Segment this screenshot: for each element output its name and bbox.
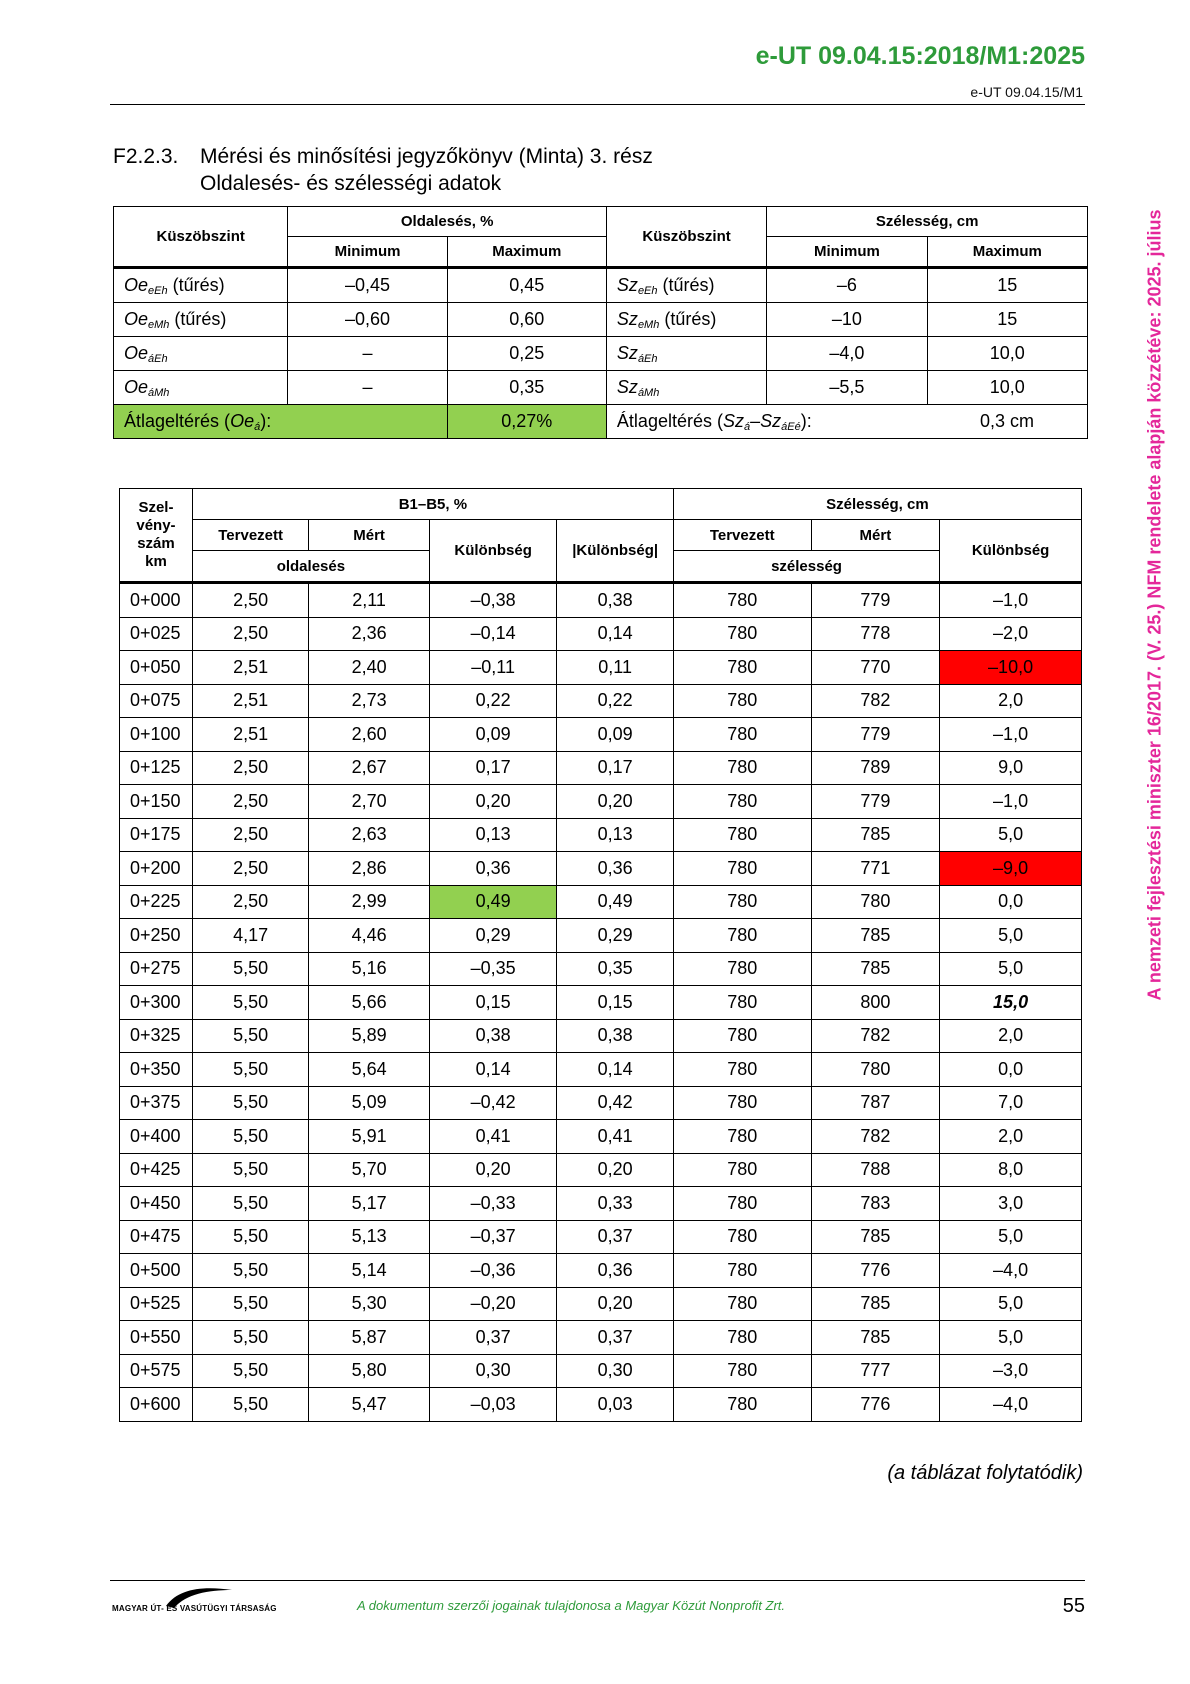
publisher-logo [112, 1584, 277, 1624]
width-min: –6 [767, 268, 927, 303]
planned-slope-cell: 5,50 [192, 1287, 308, 1321]
measured-width-cell: 779 [811, 718, 940, 752]
abs-difference-cell: 0,13 [557, 818, 673, 852]
width-min: –4,0 [767, 337, 927, 371]
width-difference-cell: 5,0 [940, 1321, 1082, 1355]
section-title-line1: Mérési és minősítési jegyzőkönyv (Minta) 3. rész [200, 145, 653, 168]
measured-slope-cell: 2,40 [309, 651, 430, 685]
abs-difference-cell: 0,42 [557, 1086, 673, 1120]
width-difference-cell: 5,0 [940, 952, 1082, 986]
planned-width-cell: 780 [673, 986, 811, 1020]
measured-slope-header: Mért [309, 520, 430, 551]
abs-difference-cell: 0,36 [557, 852, 673, 886]
slope-difference-cell: 0,15 [429, 986, 557, 1020]
station-cell: 0+400 [120, 1120, 193, 1154]
abs-difference-cell: 0,20 [557, 785, 673, 819]
slope-difference-cell: –0,42 [429, 1086, 557, 1120]
planned-width-cell: 780 [673, 1053, 811, 1087]
measured-slope-cell: 2,73 [309, 684, 430, 718]
cross-slope-min: –0,45 [288, 268, 447, 303]
measurement-row [120, 1019, 1082, 1053]
measured-width-cell: 779 [811, 583, 940, 618]
cross-slope-min: – [288, 371, 447, 405]
station-cell: 0+575 [120, 1354, 193, 1388]
width-difference-cell: 0,0 [940, 885, 1082, 919]
planned-slope-cell: 2,50 [192, 583, 308, 618]
cross-slope-subheader: oldalesés [192, 551, 429, 583]
station-cell: 0+100 [120, 718, 193, 752]
planned-width-cell: 780 [673, 583, 811, 618]
width-difference-cell: –3,0 [940, 1354, 1082, 1388]
width-difference-cell: 5,0 [940, 919, 1082, 953]
station-cell: 0+375 [120, 1086, 193, 1120]
threshold-header-right: Küszöbszint [606, 207, 766, 268]
cross-slope-max: 0,45 [447, 268, 606, 303]
cross-slope-min: – [288, 337, 447, 371]
measured-width-cell: 787 [811, 1086, 940, 1120]
page-number: 55 [1062, 1595, 1085, 1617]
footer-divider [110, 1580, 1085, 1581]
slope-difference-cell: 0,30 [429, 1354, 557, 1388]
station-cell: 0+200 [120, 852, 193, 886]
planned-slope-cell: 2,51 [192, 684, 308, 718]
width-difference-cell: –9,0 [940, 852, 1082, 886]
measured-slope-cell: 5,17 [309, 1187, 430, 1221]
width-threshold-label: $Sz_{eMh}$ (tűrés) [606, 303, 766, 337]
threshold-row [114, 371, 1088, 405]
cross-slope-header: Oldalesés, % [288, 207, 607, 237]
abs-difference-cell: 0,49 [557, 885, 673, 919]
planned-slope-cell: 5,50 [192, 1220, 308, 1254]
width-difference-header: Különbség [940, 520, 1082, 583]
measurement-row [120, 1120, 1082, 1154]
planned-width-cell: 780 [673, 852, 811, 886]
measured-width-cell: 783 [811, 1187, 940, 1221]
measured-slope-cell: 5,64 [309, 1053, 430, 1087]
station-cell: 0+500 [120, 1254, 193, 1288]
abs-difference-cell: 0,11 [557, 651, 673, 685]
abs-difference-cell: 0,33 [557, 1187, 673, 1221]
width-difference-cell: 2,0 [940, 1120, 1082, 1154]
width-difference-cell: –4,0 [940, 1388, 1082, 1422]
cross-slope-threshold-label: $Oe_{eMh}$ (tűrés) [114, 303, 288, 337]
planned-width-header: Tervezett [673, 520, 811, 551]
planned-width-cell: 780 [673, 1388, 811, 1422]
abs-difference-cell: 0,37 [557, 1220, 673, 1254]
measured-slope-cell: 2,99 [309, 885, 430, 919]
measurement-row [120, 1287, 1082, 1321]
planned-slope-cell: 5,50 [192, 1254, 308, 1288]
station-cell: 0+175 [120, 818, 193, 852]
width-difference-cell: –2,0 [940, 617, 1082, 651]
cross-slope-threshold-label: $Oe_{áEh}$ [114, 337, 288, 371]
cross-slope-threshold-label: $Oe_{eEh}$ (tűrés) [114, 268, 288, 303]
planned-slope-cell: 5,50 [192, 1388, 308, 1422]
planned-width-cell: 780 [673, 785, 811, 819]
logo-text: MAGYAR ÚT- ÉS VASÚTÜGYI TÁRSASÁG [112, 1604, 277, 1613]
measurement-row [120, 1053, 1082, 1087]
station-cell: 0+225 [120, 885, 193, 919]
planned-width-cell: 780 [673, 751, 811, 785]
avg-deviation-width-value: 0,3 cm [927, 405, 1087, 439]
cross-slope-threshold-label: $Oe_{áMh}$ [114, 371, 288, 405]
section-number: F2.2.3. [113, 145, 179, 168]
width-difference-cell: –1,0 [940, 718, 1082, 752]
measured-slope-cell: 5,47 [309, 1388, 430, 1422]
document-code: e-UT 09.04.15:2018/M1:2025 [755, 42, 1085, 70]
slope-difference-cell: –0,36 [429, 1254, 557, 1288]
measured-width-cell: 785 [811, 1220, 940, 1254]
measurement-row [120, 785, 1082, 819]
station-cell: 0+450 [120, 1187, 193, 1221]
measured-slope-cell: 5,70 [309, 1153, 430, 1187]
width-difference-cell: 0,0 [940, 1053, 1082, 1087]
abs-difference-cell: 0,03 [557, 1388, 673, 1422]
planned-width-cell: 780 [673, 684, 811, 718]
measured-width-cell: 770 [811, 651, 940, 685]
measurement-row [120, 986, 1082, 1020]
section-title [113, 143, 653, 197]
width-threshold-label: $Sz_{eEh}$ (tűrés) [606, 268, 766, 303]
slope-difference-cell: –0,37 [429, 1220, 557, 1254]
measured-width-cell: 785 [811, 818, 940, 852]
measured-slope-cell: 5,80 [309, 1354, 430, 1388]
abs-difference-cell: 0,20 [557, 1153, 673, 1187]
side-publication-note: A nemzeti fejlesztési miniszter 16/2017. (V. 25.) NFM rendelete alapján közzétéve: 2025. július [1144, 209, 1165, 1000]
measured-slope-cell: 2,36 [309, 617, 430, 651]
station-cell: 0+425 [120, 1153, 193, 1187]
width-max: 15 [927, 303, 1087, 337]
planned-slope-cell: 2,50 [192, 818, 308, 852]
planned-width-cell: 780 [673, 952, 811, 986]
width-difference-cell: 5,0 [940, 818, 1082, 852]
slope-difference-cell: –0,20 [429, 1287, 557, 1321]
planned-slope-cell: 5,50 [192, 952, 308, 986]
slope-difference-cell: 0,41 [429, 1120, 557, 1154]
planned-slope-cell: 2,50 [192, 852, 308, 886]
measured-slope-cell: 2,67 [309, 751, 430, 785]
abs-difference-cell: 0,41 [557, 1120, 673, 1154]
width-difference-cell: –1,0 [940, 785, 1082, 819]
planned-width-cell: 780 [673, 718, 811, 752]
planned-width-cell: 780 [673, 1086, 811, 1120]
planned-slope-cell: 2,51 [192, 718, 308, 752]
measured-slope-cell: 5,30 [309, 1287, 430, 1321]
slope-difference-cell: –0,38 [429, 583, 557, 618]
measured-slope-cell: 5,09 [309, 1086, 430, 1120]
width-difference-cell: –10,0 [940, 651, 1082, 685]
station-header: Szel- vény- szám km [120, 489, 193, 583]
station-cell: 0+550 [120, 1321, 193, 1355]
measured-slope-cell: 5,13 [309, 1220, 430, 1254]
measured-slope-cell: 2,70 [309, 785, 430, 819]
measurement-row [120, 1354, 1082, 1388]
avg-deviation-cross-slope-label: Átlageltérés $(Oe_á)$: [114, 405, 448, 439]
measurement-row [120, 684, 1082, 718]
width-min: –10 [767, 303, 927, 337]
width-threshold-label: $Sz_{áMh}$ [606, 371, 766, 405]
measurement-row [120, 818, 1082, 852]
cross-slope-min: –0,60 [288, 303, 447, 337]
slope-difference-cell: 0,09 [429, 718, 557, 752]
width-difference-cell: 5,0 [940, 1220, 1082, 1254]
measured-width-cell: 782 [811, 1120, 940, 1154]
station-cell: 0+025 [120, 617, 193, 651]
measured-width-cell: 785 [811, 952, 940, 986]
measured-width-cell: 789 [811, 751, 940, 785]
abs-difference-cell: 0,17 [557, 751, 673, 785]
station-cell: 0+075 [120, 684, 193, 718]
planned-slope-cell: 5,50 [192, 1153, 308, 1187]
measurement-row [120, 617, 1082, 651]
abs-difference-header: |Különbség| [557, 520, 673, 583]
planned-width-cell: 780 [673, 1354, 811, 1388]
slope-difference-cell: 0,37 [429, 1321, 557, 1355]
station-cell: 0+125 [120, 751, 193, 785]
measured-width-header: Mért [811, 520, 940, 551]
width-max: 10,0 [927, 371, 1087, 405]
width-difference-cell: 7,0 [940, 1086, 1082, 1120]
planned-slope-cell: 2,50 [192, 751, 308, 785]
planned-slope-cell: 5,50 [192, 1053, 308, 1087]
abs-difference-cell: 0,30 [557, 1354, 673, 1388]
b1-b5-header: B1–B5, % [192, 489, 673, 520]
abs-difference-cell: 0,15 [557, 986, 673, 1020]
abs-difference-cell: 0,14 [557, 1053, 673, 1087]
min-header: Minimum [767, 237, 927, 268]
cross-slope-max: 0,60 [447, 303, 606, 337]
measured-width-cell: 780 [811, 885, 940, 919]
document-sub-code: e-UT 09.04.15/M1 [970, 84, 1083, 100]
station-cell: 0+600 [120, 1388, 193, 1422]
slope-difference-cell: 0,17 [429, 751, 557, 785]
planned-slope-cell: 2,51 [192, 651, 308, 685]
measurement-row [120, 1153, 1082, 1187]
cross-slope-max: 0,25 [447, 337, 606, 371]
width-difference-cell: 8,0 [940, 1153, 1082, 1187]
measured-width-cell: 771 [811, 852, 940, 886]
measurement-row [120, 651, 1082, 685]
width-subheader: szélesség [673, 551, 939, 583]
planned-slope-cell: 2,50 [192, 617, 308, 651]
station-cell: 0+475 [120, 1220, 193, 1254]
measurement-row [120, 583, 1082, 618]
measured-slope-cell: 5,87 [309, 1321, 430, 1355]
planned-width-cell: 780 [673, 617, 811, 651]
measurement-table [119, 488, 1082, 1422]
measured-width-cell: 777 [811, 1354, 940, 1388]
measured-width-cell: 788 [811, 1153, 940, 1187]
station-cell: 0+050 [120, 651, 193, 685]
measurement-row [120, 885, 1082, 919]
measured-width-cell: 778 [811, 617, 940, 651]
measurement-row [120, 852, 1082, 886]
min-header: Minimum [288, 237, 447, 268]
planned-width-cell: 780 [673, 1220, 811, 1254]
planned-width-cell: 780 [673, 1287, 811, 1321]
station-cell: 0+250 [120, 919, 193, 953]
width-difference-cell: 2,0 [940, 684, 1082, 718]
measured-width-cell: 776 [811, 1388, 940, 1422]
planned-width-cell: 780 [673, 1321, 811, 1355]
measurement-row [120, 1254, 1082, 1288]
measured-width-cell: 780 [811, 1053, 940, 1087]
measured-slope-cell: 5,66 [309, 986, 430, 1020]
section-title-line2: Oldalesés- és szélességi adatok [200, 172, 502, 195]
abs-difference-cell: 0,36 [557, 1254, 673, 1288]
width-difference-cell: 3,0 [940, 1187, 1082, 1221]
width-difference-cell: 5,0 [940, 1287, 1082, 1321]
planned-slope-cell: 5,50 [192, 1354, 308, 1388]
measurement-row [120, 1388, 1082, 1422]
measured-slope-cell: 5,14 [309, 1254, 430, 1288]
measured-width-cell: 779 [811, 785, 940, 819]
planned-slope-cell: 5,50 [192, 1086, 308, 1120]
slope-difference-cell: –0,14 [429, 617, 557, 651]
width-header: Szélesség, cm [767, 207, 1088, 237]
measured-slope-cell: 2,86 [309, 852, 430, 886]
measurement-row [120, 1220, 1082, 1254]
width-threshold-label: $Sz_{áEh}$ [606, 337, 766, 371]
threshold-header-left: Küszöbszint [114, 207, 288, 268]
measured-slope-cell: 4,46 [309, 919, 430, 953]
measurement-row [120, 952, 1082, 986]
slope-difference-cell: 0,14 [429, 1053, 557, 1087]
table-continues-note: (a táblázat folytatódik) [887, 1462, 1083, 1484]
slope-difference-cell: 0,36 [429, 852, 557, 886]
measured-width-cell: 776 [811, 1254, 940, 1288]
abs-difference-cell: 0,35 [557, 952, 673, 986]
measured-slope-cell: 2,11 [309, 583, 430, 618]
planned-slope-cell: 2,50 [192, 885, 308, 919]
width-difference-cell: –1,0 [940, 583, 1082, 618]
slope-difference-cell: –0,35 [429, 952, 557, 986]
planned-width-cell: 780 [673, 1120, 811, 1154]
measurement-row [120, 1086, 1082, 1120]
max-header: Maximum [447, 237, 606, 268]
slope-difference-cell: 0,22 [429, 684, 557, 718]
measurement-row [120, 1187, 1082, 1221]
avg-deviation-cross-slope-value: 0,27% [447, 405, 606, 439]
cross-slope-max: 0,35 [447, 371, 606, 405]
planned-width-cell: 780 [673, 651, 811, 685]
slope-difference-cell: 0,38 [429, 1019, 557, 1053]
planned-width-cell: 780 [673, 885, 811, 919]
avg-deviation-width-label: Átlageltérés $(Sz_á-Sz_{áEé})$: [606, 405, 927, 439]
station-cell: 0+350 [120, 1053, 193, 1087]
planned-width-cell: 780 [673, 1187, 811, 1221]
abs-difference-cell: 0,22 [557, 684, 673, 718]
planned-slope-cell: 5,50 [192, 1019, 308, 1053]
measured-width-cell: 782 [811, 684, 940, 718]
measured-width-cell: 800 [811, 986, 940, 1020]
measurement-row [120, 1321, 1082, 1355]
station-cell: 0+325 [120, 1019, 193, 1053]
planned-width-cell: 780 [673, 1153, 811, 1187]
station-cell: 0+000 [120, 583, 193, 618]
width-max: 10,0 [927, 337, 1087, 371]
slope-difference-cell: 0,20 [429, 1153, 557, 1187]
planned-width-cell: 780 [673, 1019, 811, 1053]
slope-difference-cell: –0,11 [429, 651, 557, 685]
abs-difference-cell: 0,29 [557, 919, 673, 953]
abs-difference-cell: 0,14 [557, 617, 673, 651]
measured-slope-cell: 2,63 [309, 818, 430, 852]
threshold-row [114, 337, 1088, 371]
measurement-row [120, 718, 1082, 752]
header-divider [110, 104, 1085, 105]
width-difference-cell: 9,0 [940, 751, 1082, 785]
planned-slope-cell: 4,17 [192, 919, 308, 953]
width-difference-cell: –4,0 [940, 1254, 1082, 1288]
slope-difference-cell: 0,49 [429, 885, 557, 919]
slope-difference-cell: –0,33 [429, 1187, 557, 1221]
measured-width-cell: 782 [811, 1019, 940, 1053]
slope-difference-header: Különbség [429, 520, 557, 583]
abs-difference-cell: 0,37 [557, 1321, 673, 1355]
measured-width-cell: 785 [811, 1321, 940, 1355]
abs-difference-cell: 0,09 [557, 718, 673, 752]
width-cm-header: Szélesség, cm [673, 489, 1081, 520]
measurement-row [120, 919, 1082, 953]
planned-slope-cell: 5,50 [192, 1187, 308, 1221]
station-cell: 0+300 [120, 986, 193, 1020]
planned-slope-cell: 5,50 [192, 1321, 308, 1355]
station-cell: 0+275 [120, 952, 193, 986]
abs-difference-cell: 0,38 [557, 1019, 673, 1053]
planned-width-cell: 780 [673, 1254, 811, 1288]
measurement-row [120, 751, 1082, 785]
slope-difference-cell: 0,13 [429, 818, 557, 852]
planned-slope-cell: 2,50 [192, 785, 308, 819]
planned-width-cell: 780 [673, 818, 811, 852]
threshold-row [114, 303, 1088, 337]
width-min: –5,5 [767, 371, 927, 405]
measured-width-cell: 785 [811, 1287, 940, 1321]
planned-slope-cell: 5,50 [192, 1120, 308, 1154]
planned-width-cell: 780 [673, 919, 811, 953]
measured-width-cell: 785 [811, 919, 940, 953]
width-max: 15 [927, 268, 1087, 303]
copyright-note: A dokumentum szerzői jogainak tulajdonosa a Magyar Közút Nonprofit Zrt. [357, 1598, 786, 1613]
slope-difference-cell: –0,03 [429, 1388, 557, 1422]
width-difference-cell: 15,0 [940, 986, 1082, 1020]
max-header: Maximum [927, 237, 1087, 268]
station-cell: 0+525 [120, 1287, 193, 1321]
abs-difference-cell: 0,38 [557, 583, 673, 618]
planned-slope-header: Tervezett [192, 520, 308, 551]
slope-difference-cell: 0,29 [429, 919, 557, 953]
slope-difference-cell: 0,20 [429, 785, 557, 819]
measured-slope-cell: 5,16 [309, 952, 430, 986]
threshold-row [114, 268, 1088, 303]
station-cell: 0+150 [120, 785, 193, 819]
width-difference-cell: 2,0 [940, 1019, 1082, 1053]
measured-slope-cell: 5,91 [309, 1120, 430, 1154]
abs-difference-cell: 0,20 [557, 1287, 673, 1321]
planned-slope-cell: 5,50 [192, 986, 308, 1020]
threshold-table [113, 206, 1088, 439]
measured-slope-cell: 5,89 [309, 1019, 430, 1053]
measured-slope-cell: 2,60 [309, 718, 430, 752]
